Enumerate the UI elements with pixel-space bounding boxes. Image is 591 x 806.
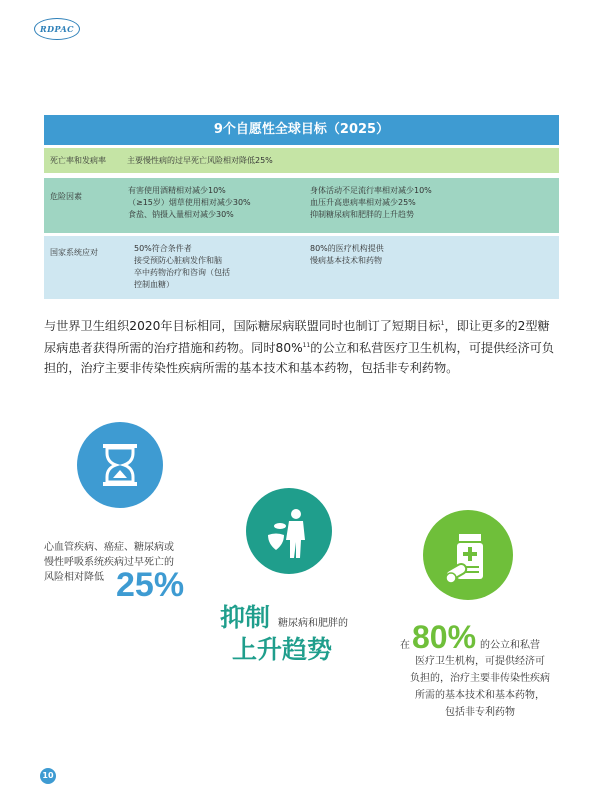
row-line: 50%符合条件者 bbox=[134, 244, 192, 253]
row-label: 国家系统应对 bbox=[50, 248, 98, 257]
row-line: 控制血糖） bbox=[134, 280, 174, 289]
global-targets-table bbox=[44, 115, 559, 299]
item3-line: 负担的，治疗主要非传染性疾病 bbox=[410, 673, 550, 684]
para-part: ，即让更多的2型糖尿病患者获得所需的治疗措施和药物。同时80% bbox=[44, 319, 550, 356]
item3-post: 的公立和私营 bbox=[480, 640, 540, 651]
row-line: 身体活动不足流行率相对减少10% bbox=[310, 186, 432, 195]
person-circle bbox=[246, 488, 332, 574]
row-line: 血压升高患病率相对减少25% bbox=[310, 198, 416, 207]
table-title: 9个自愿性全球目标（2025） bbox=[44, 115, 559, 145]
item3-pre: 在 bbox=[400, 640, 410, 651]
row-col1 bbox=[134, 236, 314, 299]
row-value: 主要慢性病的过早死亡风险相对降低25% bbox=[127, 156, 273, 165]
item1-line: 心血管疾病、癌症、糖尿病或 bbox=[44, 542, 174, 553]
item2-big-line1: 抑制 bbox=[220, 603, 271, 632]
item3-line: 包括非专利药物 bbox=[445, 707, 515, 718]
hourglass-circle bbox=[77, 422, 163, 508]
body-paragraph bbox=[44, 314, 559, 378]
table-row bbox=[44, 178, 559, 233]
item3-line: 医疗卫生机构，可提供经济可 bbox=[415, 656, 545, 667]
item3-line: 所需的基本技术和基本药物， bbox=[415, 690, 545, 701]
row-col2 bbox=[310, 178, 510, 233]
table-row bbox=[44, 148, 559, 173]
row-line: 80%的医疗机构提供 bbox=[310, 244, 384, 253]
table-row bbox=[44, 236, 559, 299]
item1-line: 慢性呼吸系统疾病过早死亡的 bbox=[44, 557, 174, 568]
row-line: 食盐、钠摄入量相对减少30% bbox=[128, 210, 234, 219]
para-part: 与世界卫生组织2020年目标相同，国际糖尿病联盟同时也制订了短期目标 bbox=[44, 319, 441, 334]
item1-big-number: 25% bbox=[116, 566, 185, 604]
hourglass-icon bbox=[77, 422, 163, 508]
row-label: 危险因素 bbox=[50, 192, 82, 201]
row-line: 接受预防心脏病发作和脑 bbox=[134, 256, 222, 265]
item3-big-number: 80% bbox=[412, 619, 477, 655]
row-line: 慢病基本技术和药物 bbox=[310, 256, 382, 265]
row-col2 bbox=[310, 236, 510, 299]
row-line: 有害使用酒精相对减少10% bbox=[128, 186, 226, 195]
row-line: 卒中药物治疗和咨询（包括 bbox=[134, 268, 230, 277]
medicine-bottle-icon bbox=[423, 510, 513, 600]
item2-small-text: 糖尿病和肥胖的 bbox=[278, 618, 348, 629]
person-scale-icon bbox=[246, 488, 332, 574]
rdpac-logo: RDPAC bbox=[34, 18, 80, 40]
row-line: （≥15岁）烟草使用相对减少30% bbox=[128, 198, 251, 207]
item3-text bbox=[385, 653, 575, 721]
row-label: 死亡率和发病率 bbox=[50, 156, 106, 165]
row-line: 抑制糖尿病和肥胖的上升趋势 bbox=[310, 210, 414, 219]
page-number: 10 bbox=[40, 768, 56, 784]
item2-big-line2: 上升趋势 bbox=[232, 635, 333, 664]
item1-line: 风险相对降低 bbox=[44, 572, 104, 583]
medicine-circle bbox=[423, 510, 513, 600]
para-part: 的公立和私营医疗卫生机构，可提供经济可负担的，治疗主要非传染性疾病所需的基本技术和基本药物，包括非专利药物。 bbox=[44, 341, 555, 376]
footnote-ref: 1 bbox=[440, 320, 445, 327]
footnote-ref: 11 bbox=[302, 342, 311, 350]
row-col1 bbox=[128, 178, 308, 233]
